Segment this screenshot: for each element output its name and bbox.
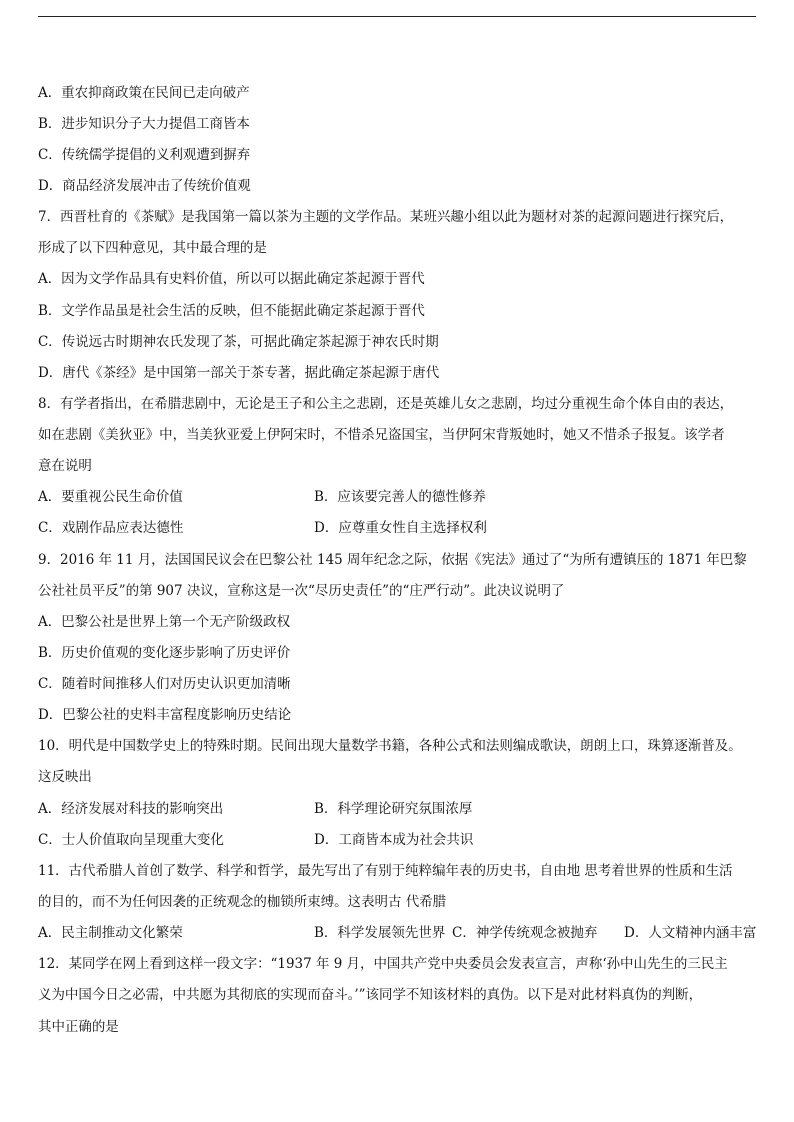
q6-option-c: C．传统儒学提倡的义利观遭到摒弃 (38, 147, 251, 163)
q8-stem-line-2: 如在悲剧《美狄亚》中，当美狄亚爱上伊阿宋时，不惜杀兄盗国宝，当伊阿宋背叛她时，她又不惜杀子报复。该学者 (38, 427, 725, 443)
q6-option-a: A．重农抑商政策在民间已走向破产 (38, 85, 250, 101)
q11-option-a: A．民主制推动文化繁荣 (38, 925, 183, 941)
q7-option-d: D．唐代《茶经》是中国第一部关于茶专著，据此确定茶起源于唐代 (38, 365, 440, 381)
q12-stem-line-3: 其中正确的是 (38, 1019, 119, 1035)
q9-option-d: D．巴黎公社的史料丰富程度影响历史结论 (38, 707, 292, 723)
q7-option-b: B．文学作品虽是社会生活的反映，但不能据此确定茶起源于晋代 (38, 303, 425, 319)
q10-option-b: B．科学理论研究氛围浓厚 (314, 801, 473, 817)
q11-stem-line-1: 11．古代希腊人首创了数学、科学和哲学，最先写出了有别于纯粹编年表的历史书，自由地 思考着世界的性质和生活 (38, 863, 733, 879)
header-rule (38, 16, 756, 17)
q8-stem-line-3: 意在说明 (38, 458, 92, 474)
q9-stem-line-2: 公社社员平反”的第 907 决议，宣称这是一次“尽历史责任”的“庄严行动”。此决议说明了 (38, 583, 565, 599)
q7-option-a: A．因为文学作品具有史料价值，所以可以据此确定茶起源于晋代 (38, 271, 425, 287)
q11-option-d: D．人文精神内涵丰富 (624, 925, 757, 941)
q6-option-b: B．进步知识分子大力提倡工商皆本 (38, 116, 250, 132)
q10-option-a: A．经济发展对科技的影响突出 (38, 801, 224, 817)
q8-option-a: A．要重视公民生命价值 (38, 489, 183, 505)
q10-stem-line-2: 这反映出 (38, 769, 92, 785)
q8-option-b: B．应该要完善人的德性修养 (314, 489, 486, 505)
q7-stem-line-1: 7．西晋杜育的《茶赋》是我国第一篇以茶为主题的文学作品。某班兴趣小组以此为题材对茶的起源问题进行探究后， (38, 209, 734, 225)
q11-option-b: B．科学发展领先世界 (314, 925, 446, 941)
q7-stem-line-2: 形成了以下四种意见，其中最合理的是 (38, 240, 267, 256)
q9-option-c: C．随着时间推移人们对历史认识更加清晰 (38, 676, 291, 692)
q8-option-c: C．戏剧作品应表达德性 (38, 520, 184, 536)
q11-option-c: C．神学传统观念被抛弃 (452, 925, 598, 941)
q8-option-d: D．应尊重女性自主选择权利 (314, 520, 487, 536)
q6-option-d: D．商品经济发展冲击了传统价值观 (38, 178, 251, 194)
q12-stem-line-1: 12．某同学在网上看到这样一段文字：“1937 年 9 月，中国共产党中央委员会发表宣言，声称‘孙中山先生的三民主 (38, 956, 728, 972)
q10-option-c: C．士人价值取向呈现重大变化 (38, 832, 224, 848)
q9-stem-line-1: 9．2016 年 11 月，法国国民议会在巴黎公社 145 周年纪念之际，依据《宪法》通过了“为所有遭镇压的 1871 年巴黎 (38, 552, 747, 568)
q7-option-c: C．传说远古时期神农氏发现了茶，可据此确定茶起源于神农氏时期 (38, 334, 439, 350)
q10-stem-line-1: 10．明代是中国数学史上的特殊时期。民间出现大量数学书籍，各种公式和法则编成歌诀，朗朗上口，珠算逐渐普及。 (38, 738, 742, 754)
q11-stem-line-2: 的目的，而不为任何因袭的正统观念的枷锁所束缚。这表明古 代希腊 (38, 894, 447, 910)
q12-stem-line-2: 义为中国今日之必需，中共愿为其彻底的实现而奋斗。’”该同学不知该材料的真伪。以下是对此材料真伪的判断， (38, 987, 703, 1003)
q9-option-b: B．历史价值观的变化逐步影响了历史评价 (38, 645, 291, 661)
q10-option-d: D．工商皆本成为社会共识 (314, 832, 474, 848)
q9-option-a: A．巴黎公社是世界上第一个无产阶级政权 (38, 614, 291, 630)
q8-stem-line-1: 8．有学者指出，在希腊悲剧中，无论是王子和公主之悲剧，还是英雄儿女之悲剧，均过分重视生命个体自由的表达， (38, 396, 734, 412)
